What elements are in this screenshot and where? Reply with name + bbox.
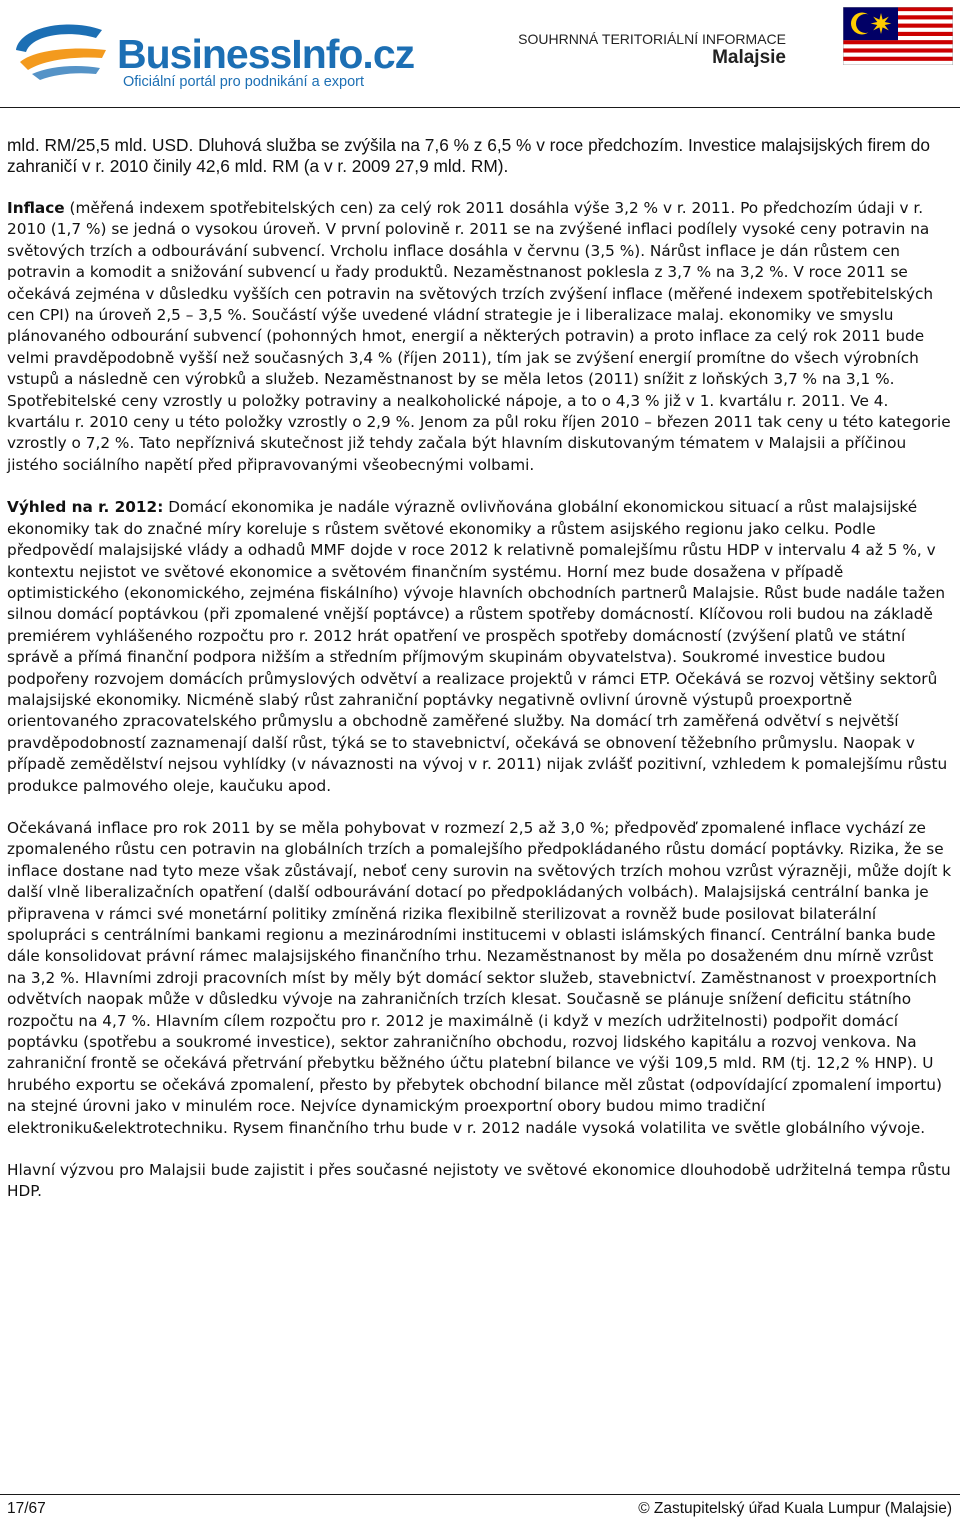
document-body (7, 135, 955, 1203)
copyright-notice: © Zastupitelský úřad Kuala Lumpur (Malajsie) (638, 1500, 952, 1517)
document-type-label: SOUHRNNÁ TERITORIÁLNÍ INFORMACE (518, 31, 786, 47)
document-country-title: Malajsie (712, 47, 786, 68)
footer-divider (0, 1494, 960, 1495)
paragraph-outlook-2012 (7, 497, 955, 797)
logo-subtitle: Oficiální portál pro podnikání a export (123, 74, 364, 90)
logo-mark-icon (10, 20, 110, 80)
malaysia-flag-icon (843, 7, 953, 65)
outlook-heading: Výhled na r. 2012: (7, 498, 164, 517)
page-number: 17/67 (7, 1500, 46, 1517)
header-divider (0, 107, 960, 108)
businessinfo-logo[interactable] (10, 14, 415, 90)
logo-title: BusinessInfo.cz (117, 31, 415, 77)
page-header (0, 0, 960, 104)
paragraph-debt: mld. RM/25,5 mld. USD. Dluhová služba se zvýšila na 7,6 % z 6,5 % v roce předchozím. Investice malajsijských firem do zahraničí v r. 2010 činily 42,6 mld. RM (a v r. 2009 27,9 mld. RM). (7, 135, 930, 176)
paragraph-inflation (7, 198, 955, 476)
paragraph-main-challenge: Hlavní výzvou pro Malajsii bude zajistit i přes současné nejistoty ve světové ekonomice dlouhodobě udržitelná tempa růstu HDP. (7, 1161, 951, 1201)
inflation-text: (měřená indexem spotřebitelských cen) za celý rok 2011 dosáhla výše 3,2 % v r. 2011. Po předchozím údaji v r. 2010 (1,7 %) se jedná o vysokou úroveň. V první polovině r. 2011 se na zvýšené inflaci podílely vysoké ceny potravin na světových trzích a odbourávání subvencí. Vrcholu inflace dosáhla v červnu (3,5 %). Nárůst inflace je dán růstem cen potravin a komodit a snižování subvencí u řady produktů. Nezaměstnanost poklesla z 3,7 % na 3,2 %. V roce 2011 se očekává zejména v důsledku vyšších cen potravin na světových trzích zvýšení inflace (měřené indexem spotřebitelských cen CPI) na úroveň 2,5 – 3,5 %. Součástí výše uvedené vládní strategie je i liberalizace malaj. ekonomiky ve smyslu plánovaného odbourání subvencí (pohonných hmot, energií a některých potravin) a proto inflace za celý rok 2011 bude velmi pravděpodobně vyšší než současných 3,4 % (říjen 2011), tím jak se zvýšení energií promítne do všech výrobních vstupů a následně cen výrobků a služeb. Nezaměstnanost by se měla letos (2011) snížit z loňských 3,7 % na 3,1 %. Spotřebitelské ceny vzrostly u položky potraviny a nealkoholické nápoje, a to o 4,3 % již v 1. kvartálu r. 2011. Ve 4. kvartálu r. 2010 ceny u této položky vzrostly o 2,9 %. Jenom za půl roku říjen 2010 – březen 2011 tak ceny u této kategorie vzrostly o 7,2 %. Tato nepříznivá skutečnost již tehdy začala být hlavním diskutovaným tématem v Malajsii a příčinou jistého sociálního napětí před připravovanými všeobecnými volbami. (7, 199, 951, 474)
outlook-text: Domácí ekonomika je nadále výrazně ovlivňována globální ekonomickou situací a růst malajsijské ekonomiky tak do značné míry koreluje s růstem světové ekonomiky a růstem asijského regionu jako celku. Podle předpovědí malajsijské vlády a odhadů MMF dojde v roce 2012 k relativně pomalejšímu růstu HDP v intervalu 4 až 5 %, v kontextu nejistot ve světové ekonomice a světovém finančním systému. Horní mez bude dosažena v případě optimistického (ekonomického, zejména fiskálního) vývoje hlavních obchodních partnerů Malajsie. Růst bude nadále tažen silnou domácí poptávkou (při zpomalené vnější poptávce) a růstem spotřeby domácností. Klíčovou roli budou na základě premiérem vyhlášeného rozpočtu pro r. 2012 hrát opatření ve prospěch spotřeby domácností (zvýšení platů ve státní správě a přímá finanční podpora nižším a středním příjmovým skupinám obyvatelstva). Soukromé investice budou podpořeny rozvojem domácích průmyslových odvětví a realizace projektů v rámci ETP. Očekává se rozvoj většiny sektorů malajsijské ekonomiky. Nicméně slabý růst zahraniční poptávky negativně ovlivní úrovně výstupů proexportně orientovaného zpracovatelského průmyslu a obchodně zaměřené služby. Na domácí trh zaměřená odvětví s největší pravděpodobností zaznamenají další růst, týká se to stavebnictví, očekává se obnovení těžebního průmyslu. Naopak v případě zemědělství nejsou vyhlídky (v návaznosti na vývoj v r. 2011) nijak zvlášť pozitivní, vzhledem k pomalejšímu růstu produkce palmového oleje, kaučuku apod. (7, 498, 948, 795)
inflation-heading: Inflace (7, 199, 65, 217)
paragraph-expected-inflation: Očekávaná inflace pro rok 2011 by se měla pohybovat v rozmezí 2,5 až 3,0 %; předpověď zpomalené inflace vychází ze zpomaleného růstu cen potravin na globálních trzích a pomalejšího předpokládaného růstu domácí poptávky. Rizika, že se inflace dostane nad tyto meze však zůstávají, neboť ceny surovin na světových trzích mohou vzrůst výrazněji, může dojít k další vlně liberalizačních opatření (další odbourávání dotací po předpokládaných volbách). Malajsijská centrální banka je připravena v rámci své monetární politiky zmíněná rizika flexibilně sterilizovat a rovněž bude posilovat bilaterální spolupráci s centrálními bankami regionu a mezinárodními institucemi v oblasti islámských financí. Centrální banka bude dále konsolidovat právní rámec malajsijského finančního trhu. Nezaměstnanost by měla po dosaženém dnu mírně vzrůst na 3,2 %. Hlavními zdroji pracovních míst by měly být domácí sektor služeb, stavebnictví. Zaměstnanost v proexportních odvětvích naopak může v důsledku vývoje na zahraničních trzích klesat. Současně se plánuje snížení deficitu státního rozpočtu na 4,7 %. Hlavním cílem rozpočtu pro r. 2012 je maximálně (i když v mezích udržitelnosti) podpořit domácí poptávku (spotřebu a soukromé investice), sektor zahraničního obchodu, rozvoj lidského kapitálu a rozvoj venkova. Na zahraniční frontě se očekává přetrvání přebytku běžného účtu platební bilance ve výši 109,5 mld. RM (tj. 12,2 % HNP). U hrubého exportu se očekává zpomalení, přesto by přebytek obchodní bilance měl zůstat (odpovídající zpomalení importu) na stejné úrovni jako v minulém roce. Nejvíce dynamickým proexportní obory budou mimo tradiční elektroniku&elektrotechniku. Rysem finančního trhu bude v r. 2012 nadále vysoká volatilita ve světle globálního vývoje. (7, 818, 952, 1137)
